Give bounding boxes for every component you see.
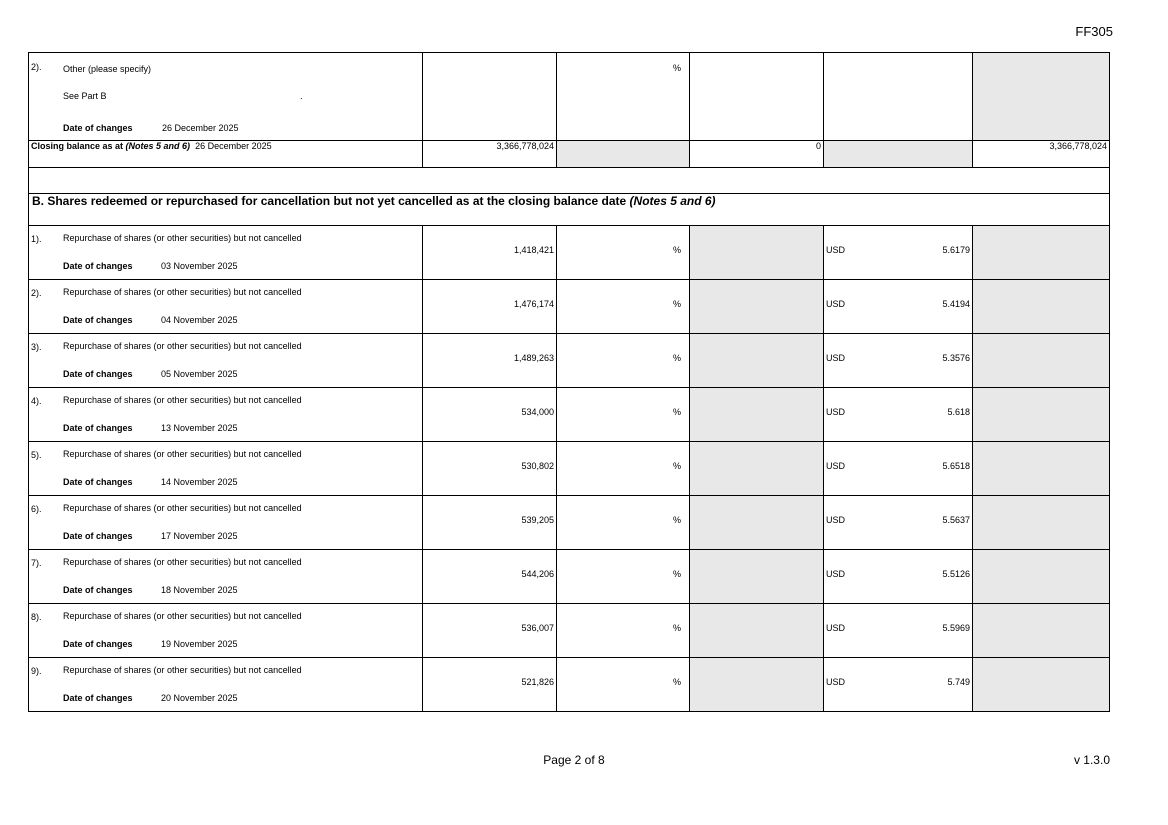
- repurchase-label-cell: [29, 334, 423, 388]
- date-value: 05 November 2025: [161, 369, 238, 379]
- shaded-cell: [824, 141, 973, 168]
- other-specification: See Part B: [63, 91, 107, 101]
- price-value: 5.749: [947, 677, 970, 687]
- row-number: 4).: [31, 396, 42, 406]
- table-row: [29, 604, 1110, 658]
- currency-code: USD: [826, 407, 846, 417]
- part-b-title-row: [29, 194, 1110, 226]
- row-number: 7).: [31, 558, 42, 568]
- row-title: Repurchase of shares (or other securities) but not cancelled: [63, 341, 302, 351]
- other-label-cell: [29, 53, 423, 141]
- percent-cell: %: [557, 550, 690, 604]
- page-number: Page 2 of 8: [543, 753, 605, 767]
- repurchase-amount: 534,000: [423, 388, 557, 442]
- repurchase-amount: 539,205: [423, 496, 557, 550]
- spacer-row: [29, 168, 1110, 194]
- percent-cell: %: [557, 604, 690, 658]
- closing-notes: (Notes 5 and 6): [125, 141, 191, 151]
- closing-amount-3: 3,366,778,024: [973, 141, 1110, 168]
- currency-code: USD: [826, 677, 846, 687]
- currency-code: USD: [826, 569, 846, 579]
- row-number: 2).: [31, 288, 42, 298]
- currency-code: USD: [826, 623, 846, 633]
- row-title: Repurchase of shares (or other securities) but not cancelled: [63, 449, 302, 459]
- date-value: 14 November 2025: [161, 477, 238, 487]
- date-label: Date of changes: [63, 261, 133, 271]
- percent-cell: %: [557, 334, 690, 388]
- shaded-cell: [690, 496, 824, 550]
- return-table: [28, 52, 1110, 712]
- price-cell: [824, 334, 973, 388]
- table-row: [29, 550, 1110, 604]
- row-number: 2).: [31, 62, 42, 72]
- shaded-cell: [690, 442, 824, 496]
- closing-amount-2: 0: [690, 141, 824, 168]
- repurchase-amount: 1,418,421: [423, 226, 557, 280]
- repurchase-amount: 1,489,263: [423, 334, 557, 388]
- currency-code: USD: [826, 299, 846, 309]
- repurchase-label-cell: [29, 388, 423, 442]
- row-title: Repurchase of shares (or other securities) but not cancelled: [63, 503, 302, 513]
- shaded-cell: [973, 280, 1110, 334]
- price-value: 5.6179: [942, 245, 970, 255]
- shaded-cell: [973, 658, 1110, 712]
- table-row: [29, 658, 1110, 712]
- date-value: 17 November 2025: [161, 531, 238, 541]
- date-value: 18 November 2025: [161, 585, 238, 595]
- date-label: Date of changes: [63, 423, 133, 433]
- shaded-cell: [690, 334, 824, 388]
- row-title: Other (please specify): [63, 64, 152, 74]
- date-label: Date of changes: [63, 369, 133, 379]
- shaded-cell: [973, 604, 1110, 658]
- shaded-cell: [973, 442, 1110, 496]
- currency-code: USD: [826, 353, 846, 363]
- row-title: Repurchase of shares (or other securities) but not cancelled: [63, 233, 302, 243]
- shaded-cell: [973, 550, 1110, 604]
- price-cell: [824, 496, 973, 550]
- repurchase-label-cell: [29, 496, 423, 550]
- repurchase-amount: 530,802: [423, 442, 557, 496]
- percent-cell: %: [557, 658, 690, 712]
- shaded-cell: [690, 604, 824, 658]
- row-title: Repurchase of shares (or other securities) but not cancelled: [63, 557, 302, 567]
- closing-label-cell: [29, 141, 423, 168]
- repurchase-label-cell: [29, 658, 423, 712]
- date-value: 13 November 2025: [161, 423, 238, 433]
- repurchase-label-cell: [29, 550, 423, 604]
- date-label: Date of changes: [63, 693, 133, 703]
- repurchase-label-cell: [29, 604, 423, 658]
- spacer-cell: [29, 168, 1110, 194]
- row-title: Repurchase of shares (or other securities) but not cancelled: [63, 665, 302, 675]
- empty-cell: [690, 53, 824, 141]
- row-number: 5).: [31, 450, 42, 460]
- price-cell: [824, 388, 973, 442]
- part-b-title-notes: (Notes 5 and 6): [629, 194, 716, 208]
- price-cell: [824, 604, 973, 658]
- date-value: 20 November 2025: [161, 693, 238, 703]
- price-cell: [824, 442, 973, 496]
- row-number: 6).: [31, 504, 42, 514]
- currency-code: USD: [826, 515, 846, 525]
- percent-cell: %: [557, 442, 690, 496]
- amount-cell: [423, 53, 557, 141]
- shaded-cell: [973, 53, 1110, 141]
- shaded-cell: [690, 226, 824, 280]
- percent-cell: %: [557, 388, 690, 442]
- date-label: Date of changes: [63, 477, 133, 487]
- part-b-rows: [29, 226, 1110, 712]
- date-label: Date of changes: [63, 123, 133, 133]
- shaded-cell: [690, 658, 824, 712]
- price-value: 5.3576: [942, 353, 970, 363]
- shaded-cell: [973, 496, 1110, 550]
- closing-balance-row: [29, 141, 1110, 168]
- repurchase-amount: 544,206: [423, 550, 557, 604]
- repurchase-label-cell: [29, 280, 423, 334]
- shaded-cell: [973, 226, 1110, 280]
- repurchase-amount: 1,476,174: [423, 280, 557, 334]
- part-a-other-row: [29, 53, 1110, 141]
- date-label: Date of changes: [63, 315, 133, 325]
- table-row: [29, 442, 1110, 496]
- percent-cell: %: [557, 496, 690, 550]
- price-value: 5.618: [947, 407, 970, 417]
- closing-date: 26 December 2025: [195, 141, 272, 151]
- date-label: Date of changes: [63, 585, 133, 595]
- row-number: 8).: [31, 612, 42, 622]
- form-code: FF305: [1075, 24, 1113, 39]
- shaded-cell: [557, 141, 690, 168]
- date-value: 04 November 2025: [161, 315, 238, 325]
- price-value: 5.6518: [942, 461, 970, 471]
- row-number: 9).: [31, 666, 42, 676]
- row-number: 1).: [31, 234, 42, 244]
- price-value: 5.5126: [942, 569, 970, 579]
- date-value: 03 November 2025: [161, 261, 238, 271]
- price-value: 5.5637: [942, 515, 970, 525]
- currency-code: USD: [826, 461, 846, 471]
- date-label: Date of changes: [63, 531, 133, 541]
- dot-mark: .: [300, 91, 303, 101]
- row-title: Repurchase of shares (or other securities) but not cancelled: [63, 287, 302, 297]
- part-b-title-text: B. Shares redeemed or repurchased for cancellation but not yet cancelled as at the closing balance date: [32, 194, 627, 208]
- shaded-cell: [973, 388, 1110, 442]
- price-cell: [824, 658, 973, 712]
- row-title: Repurchase of shares (or other securities) but not cancelled: [63, 611, 302, 621]
- part-b-title: [29, 194, 1110, 226]
- shaded-cell: [690, 388, 824, 442]
- table-row: [29, 226, 1110, 280]
- percent-cell: %: [557, 226, 690, 280]
- percent-cell: %: [557, 53, 690, 141]
- shaded-cell: [690, 280, 824, 334]
- row-number: 3).: [31, 342, 42, 352]
- price-cell: [824, 226, 973, 280]
- repurchase-label-cell: [29, 226, 423, 280]
- closing-amount-1: 3,366,778,024: [423, 141, 557, 168]
- price-value: 5.4194: [942, 299, 970, 309]
- currency-code: USD: [826, 245, 846, 255]
- table-row: [29, 334, 1110, 388]
- table-row: [29, 388, 1110, 442]
- table-row: [29, 280, 1110, 334]
- shaded-cell: [973, 334, 1110, 388]
- repurchase-label-cell: [29, 442, 423, 496]
- closing-label-prefix: Closing balance as at: [31, 141, 124, 151]
- price-cell: [824, 550, 973, 604]
- table-row: [29, 496, 1110, 550]
- empty-cell: [824, 53, 973, 141]
- date-value: 19 November 2025: [161, 639, 238, 649]
- version-label: v 1.3.0: [1073, 753, 1110, 767]
- repurchase-amount: 521,826: [423, 658, 557, 712]
- repurchase-amount: 536,007: [423, 604, 557, 658]
- date-label: Date of changes: [63, 639, 133, 649]
- price-value: 5.5969: [942, 623, 970, 633]
- price-cell: [824, 280, 973, 334]
- date-value: 26 December 2025: [162, 123, 239, 133]
- row-title: Repurchase of shares (or other securities) but not cancelled: [63, 395, 302, 405]
- percent-cell: %: [557, 280, 690, 334]
- shaded-cell: [690, 550, 824, 604]
